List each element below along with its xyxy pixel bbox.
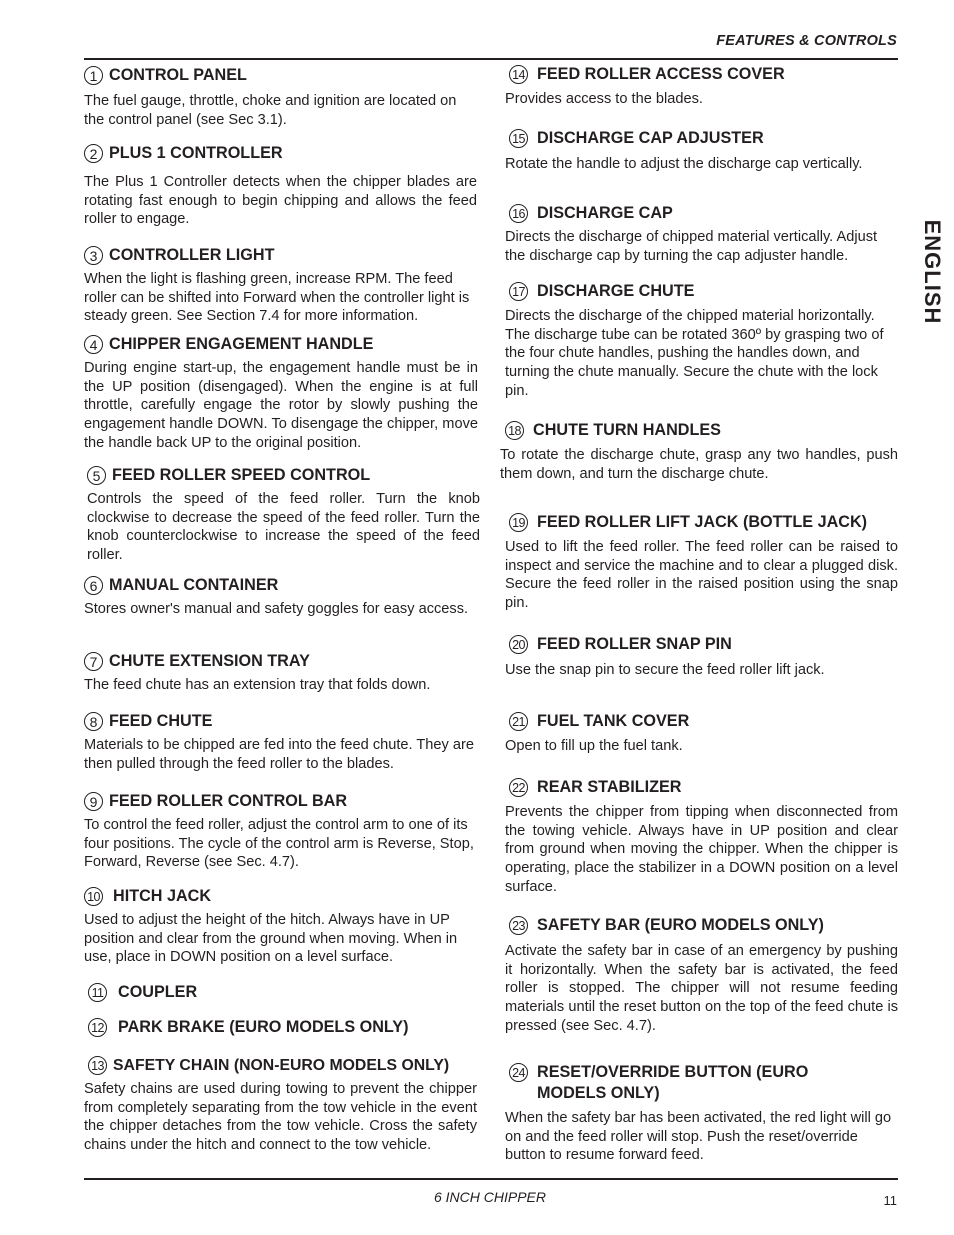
section-title: PARK BRAKE (EURO MODELS ONLY): [118, 1018, 409, 1036]
section-4: [84, 334, 478, 453]
section-heading: [509, 1062, 839, 1104]
section-number: 2: [84, 144, 103, 163]
section-title: FEED ROLLER ACCESS COVER: [537, 65, 785, 83]
section-heading: [509, 281, 898, 302]
section-title: HITCH JACK: [113, 887, 212, 905]
section-body: Used to adjust the height of the hitch. Always have in UP position and clear from the ground when moving. When in use, place in DOWN position on a level surface.: [84, 912, 458, 966]
section-number: 4: [84, 335, 103, 354]
section-title: MANUAL CONTAINER: [109, 576, 279, 594]
section-body: Directs the discharge of the chipped material horizontally. The discharge tube can be rotated 360º by grasping two of the four chute handles, pushing the handles down, and turning the chute manually. Secure the chute with the lock pin.: [505, 308, 884, 399]
section-heading: [509, 634, 898, 655]
header-rule: [84, 58, 898, 60]
section-title: DISCHARGE CAP ADJUSTER: [537, 129, 764, 147]
section-7: [84, 651, 477, 695]
section-title: CONTROL PANEL: [109, 66, 247, 84]
section-heading: [88, 1017, 478, 1038]
page-number: 11: [883, 1193, 897, 1208]
section-number: 8: [84, 712, 103, 731]
section-body: Prevents the chipper from tipping when disconnected from the towing vehicle. Always have in UP position and clear from ground when moving the chipper. When the chipper is operating, place the stabilizer in a DOWN position on a level surface.: [505, 804, 898, 895]
section-title: FEED ROLLER SNAP PIN: [537, 635, 732, 653]
section-number: 1: [84, 66, 103, 85]
section-heading: [509, 777, 898, 798]
section-number: 24: [509, 1063, 528, 1082]
section-number: 23: [509, 916, 528, 935]
section-title: CONTROLLER LIGHT: [109, 246, 275, 264]
section-1: [84, 65, 477, 129]
section-number: 16: [509, 204, 528, 223]
section-body: Safety chains are used during towing to prevent the chipper from completely separating from the tow vehicle in the event the chipper detaches from the tow vehicle. Cross the safety chains under the hitch and connect to the tow vehicle.: [84, 1081, 477, 1154]
section-22: [505, 777, 898, 897]
section-number: 20: [509, 635, 528, 654]
section-number: 12: [88, 1018, 107, 1037]
section-title: COUPLER: [118, 983, 198, 1001]
section-number: 10: [84, 887, 103, 906]
section-9: [84, 791, 478, 872]
section-body: Stores owner's manual and safety goggles for easy access.: [84, 601, 469, 617]
section-title: FEED ROLLER LIFT JACK (BOTTLE JACK): [537, 513, 868, 531]
section-body: Directs the discharge of chipped material vertically. Adjust the discharge cap by turning the cap adjuster handle.: [505, 229, 878, 264]
section-18: [500, 420, 898, 483]
section-3: [84, 245, 477, 326]
section-14: [505, 64, 898, 109]
language-tab-label: ENGLISH: [920, 219, 945, 325]
section-11: [88, 982, 478, 1003]
section-heading: [84, 65, 477, 86]
section-number: 17: [509, 282, 528, 301]
section-body: Open to fill up the fuel tank.: [505, 738, 683, 754]
section-19: [505, 512, 898, 613]
section-heading: [84, 651, 477, 672]
section-heading: [509, 915, 898, 936]
section-24: [505, 1062, 898, 1165]
section-number: 3: [84, 246, 103, 265]
section-8: [84, 711, 477, 773]
section-heading: [88, 982, 478, 1003]
section-number: 5: [87, 466, 106, 485]
section-number: 14: [509, 65, 528, 84]
footer-title: 6 INCH CHIPPER: [433, 1189, 547, 1205]
section-title: DISCHARGE CAP: [537, 204, 673, 222]
section-body: Materials to be chipped are fed into the feed chute. They are then pulled through the feed roller to the blades.: [84, 737, 474, 772]
section-body: During engine start-up, the engagement handle must be in the UP position (disengaged). When the engine is at full throttle, carefully engage the rotor by slowly pushing the engagement handle DOWN. To disengage the chipper, move the handle back UP to the original position.: [84, 360, 478, 451]
section-heading: [509, 711, 898, 732]
section-5: [87, 465, 480, 565]
section-number: 7: [84, 652, 103, 671]
section-title: FUEL TANK COVER: [537, 712, 690, 730]
section-number: 11: [88, 983, 107, 1002]
section-number: 21: [509, 712, 528, 731]
section-body: The fuel gauge, throttle, choke and ignition are located on the control panel (see Sec 3.1).: [84, 93, 457, 128]
section-body: The feed chute has an extension tray that folds down.: [84, 677, 431, 693]
section-body: The Plus 1 Controller detects when the chipper blades are rotating fast enough to begin chipping and allows the feed roller to engage.: [84, 174, 477, 228]
section-body: Provides access to the blades.: [505, 91, 703, 107]
section-12: [88, 1017, 478, 1038]
section-body: Use the snap pin to secure the feed roller lift jack.: [505, 662, 825, 678]
section-title: CHUTE TURN HANDLES: [533, 421, 721, 439]
section-heading: [84, 334, 478, 355]
section-heading: [505, 420, 898, 441]
section-title: SAFETY BAR (EURO MODELS ONLY): [537, 916, 824, 934]
section-6: [84, 575, 477, 619]
section-heading: [84, 791, 478, 812]
section-body: When the safety bar has been activated, the red light will go on and the feed roller will stop. Push the reset/override button to resume forward feed.: [505, 1110, 892, 1164]
section-title: PLUS 1 CONTROLLER: [109, 144, 283, 162]
section-body: To control the feed roller, adjust the control arm to one of its four positions. The cycle of the control arm is Reverse, Stop, Forward, Reverse (see Sec. 4.7).: [84, 817, 474, 871]
footer-rule: [84, 1178, 898, 1180]
section-heading: [509, 512, 898, 533]
section-heading: [87, 465, 480, 486]
section-number: 22: [509, 778, 528, 797]
section-21: [505, 711, 898, 756]
section-2: [84, 143, 477, 229]
section-body: Rotate the handle to adjust the discharge cap vertically.: [505, 156, 863, 172]
section-number: 13: [88, 1056, 107, 1075]
section-heading: [84, 245, 477, 266]
section-13: [84, 1055, 477, 1155]
section-number: 15: [509, 129, 528, 148]
section-heading: [509, 128, 898, 149]
section-10: [84, 886, 478, 967]
section-title: FEED ROLLER CONTROL BAR: [109, 792, 348, 810]
section-number: 18: [505, 421, 524, 440]
section-title: DISCHARGE CHUTE: [537, 282, 695, 300]
section-body: Controls the speed of the feed roller. Turn the knob clockwise to decrease the speed of the feed roller. Turn the knob counterclockwise to increase the speed of the feed roller.: [87, 491, 480, 564]
section-16: [505, 203, 898, 265]
section-title: RESET/OVERRIDE BUTTON (EURO MODELS ONLY): [537, 1063, 809, 1102]
section-20: [505, 634, 898, 680]
section-title: CHIPPER ENGAGEMENT HANDLE: [109, 335, 374, 353]
section-number: 6: [84, 576, 103, 595]
section-heading: [84, 886, 478, 907]
section-17: [505, 281, 898, 401]
section-23: [505, 915, 898, 1036]
section-title: CHUTE EXTENSION TRAY: [109, 652, 310, 670]
section-title: FEED ROLLER SPEED CONTROL: [112, 466, 371, 484]
section-heading: [84, 575, 477, 596]
section-title: SAFETY CHAIN (NON-EURO MODELS ONLY): [113, 1057, 450, 1074]
section-heading: [84, 711, 477, 732]
section-body: When the light is flashing green, increase RPM. The feed roller can be shifted into Forward when the controller light is steady green. See Section 7.4 for more information.: [84, 271, 470, 325]
section-15: [505, 128, 898, 174]
section-body: Used to lift the feed roller. The feed roller can be raised to inspect and service the machine and to clear a plugged disk. Secure the feed roller in the raised position using the snap pin.: [505, 539, 898, 612]
section-number: 19: [509, 513, 528, 532]
section-heading: [84, 1055, 477, 1076]
section-heading: [84, 143, 477, 164]
section-heading: [509, 64, 898, 85]
section-body: To rotate the discharge chute, grasp any two handles, push them down, and turn the discharge chute.: [500, 447, 898, 482]
section-number: 9: [84, 792, 103, 811]
page-header-title: FEATURES & CONTROLS: [716, 33, 897, 49]
language-tab: [917, 217, 947, 327]
section-title: FEED CHUTE: [109, 712, 213, 730]
section-body: Activate the safety bar in case of an emergency by pushing it horizontally. When the safety bar is activated, the feed roller is stopped. The chipper will not resume feeding materials until the reset button on the top of the feed chute is pressed (see Sec. 4.7).: [505, 943, 898, 1034]
section-heading: [509, 203, 898, 224]
section-title: REAR STABILIZER: [537, 778, 682, 796]
